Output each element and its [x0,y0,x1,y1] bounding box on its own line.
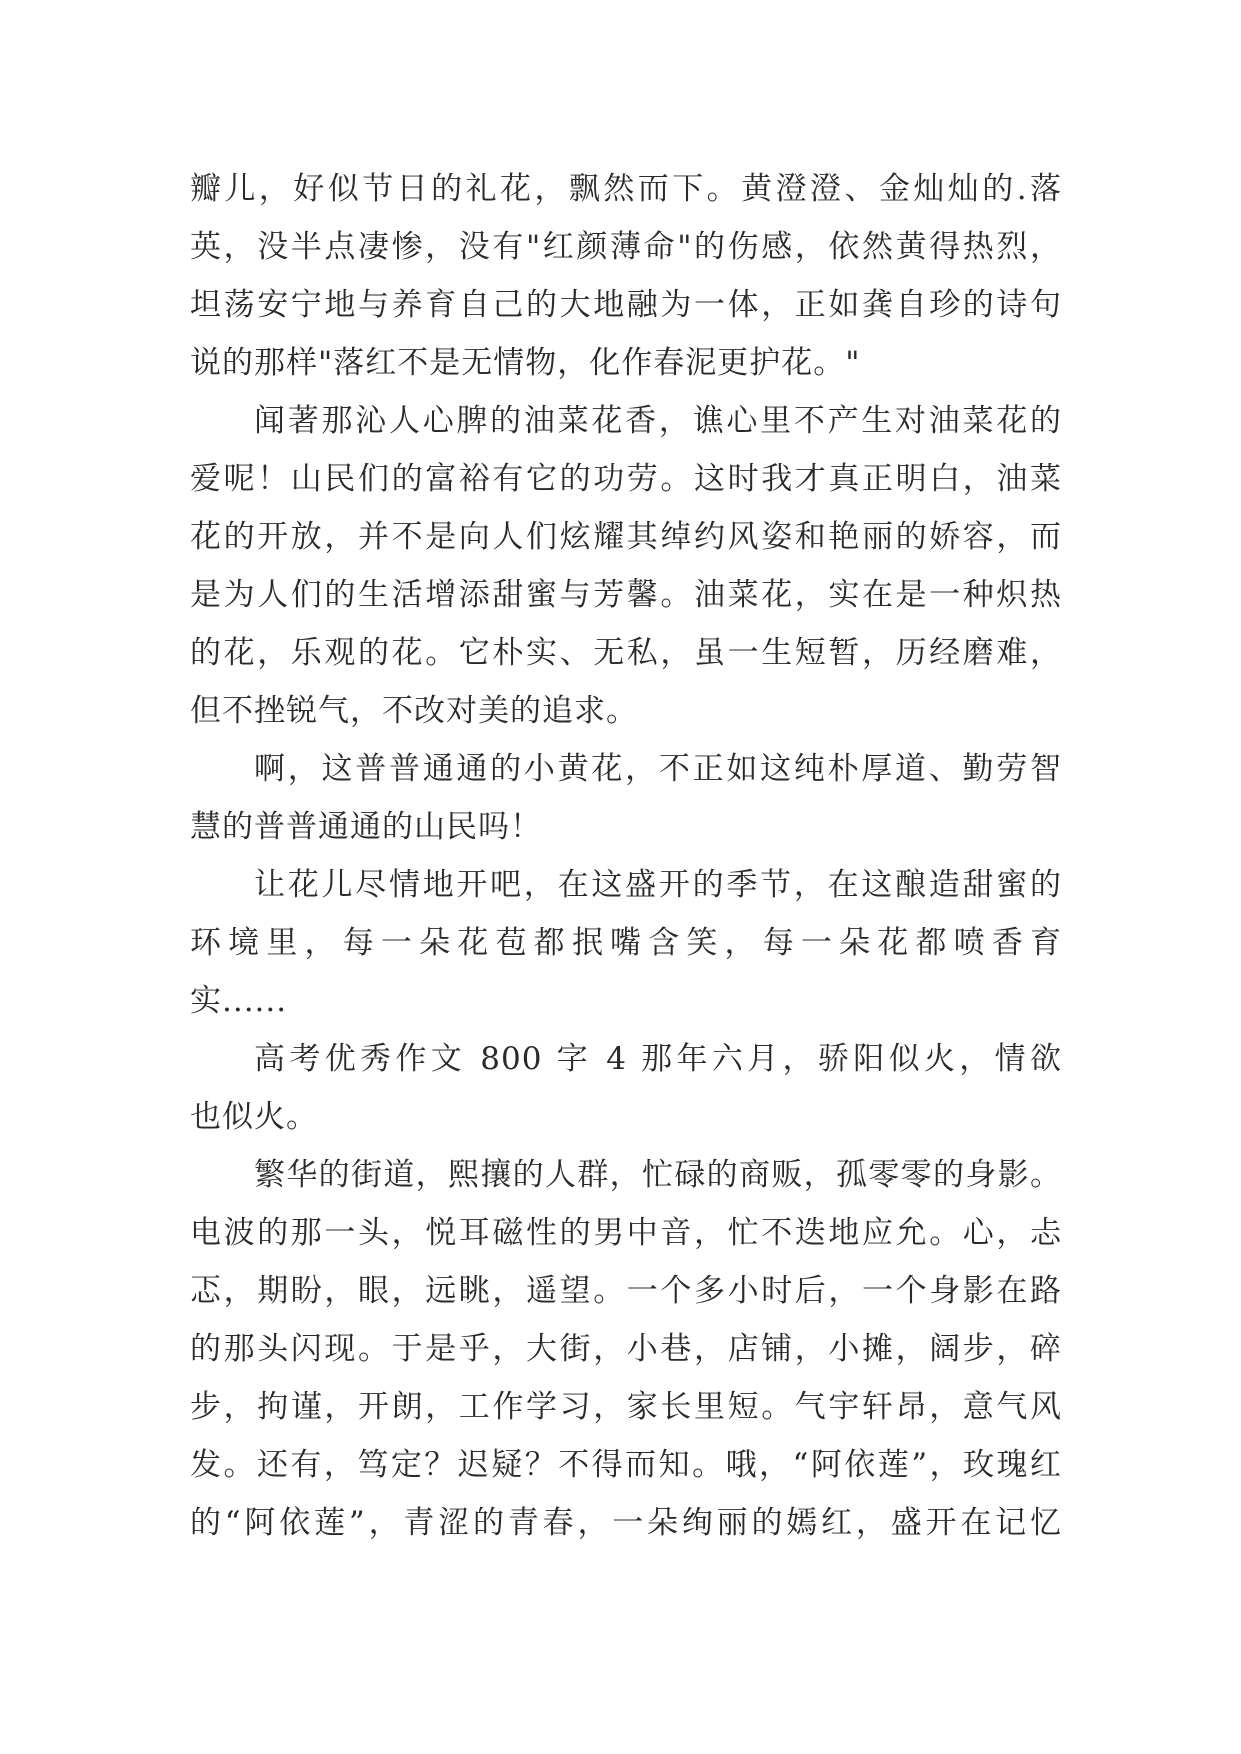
text-line: 发。还有，笃定？迟疑？不得而知。哦，“阿依莲”，玫瑰红 [190,1447,1062,1483]
document-body-text [190,160,1062,1552]
text-line: 花的开放，并不是向人们炫耀其绰约风姿和艳丽的娇容，而 [190,519,1062,555]
text-line: 说的那样"落红不是无情物，化作春泥更护花。" [190,345,861,381]
text-line: 是为人们的生活增添甜蜜与芳馨。油菜花，实在是一种炽热 [190,577,1062,613]
text-line: 慧的普普通通的山民吗！ [190,809,542,845]
text-line: 闻著那沁人心脾的油菜花香，谯心里不产生对油菜花的 [254,403,1062,439]
text-line: 也似火。 [190,1099,318,1135]
text-line: 的“阿依莲”，青涩的青春，一朵绚丽的嫣红，盛开在记忆 [190,1505,1062,1541]
text-line: 但不挫锐气，不改对美的追求。 [190,693,638,729]
text-line: 坦荡安宁地与养育自己的大地融为一体，正如龚自珍的诗句 [190,287,1062,323]
text-line: 实...... [190,983,288,1019]
text-line: 环境里，每一朵花苞都抿嘴含笑，每一朵花都喷香育 [190,925,1062,961]
text-line: 的花，乐观的花。它朴实、无私，虽一生短暂，历经磨难， [190,635,1062,671]
text-line: 让花儿尽情地开吧，在这盛开的季节，在这酿造甜蜜的 [254,867,1062,903]
text-line: 啊，这普普通通的小黄花，不正如这纯朴厚道、勤劳智 [254,751,1062,787]
text-line: 繁华的街道，熙攘的人群，忙碌的商贩，孤零零的身影。 [254,1157,1062,1193]
text-line: 电波的那一头，悦耳磁性的男中音，忙不迭地应允。心，忐 [190,1215,1062,1251]
text-line: 忑，期盼，眼，远眺，遥望。一个多小时后，一个身影在路 [190,1273,1062,1309]
text-line: 英，没半点凄惨，没有"红颜薄命"的伤感，依然黄得热烈， [190,229,1062,265]
text-line: 步，拘谨，开朗，工作学习，家长里短。气宇轩昂，意气风 [190,1389,1062,1425]
text-line: 的那头闪现。于是乎，大街，小巷，店铺，小摊，阔步，碎 [190,1331,1062,1367]
text-line: 高考优秀作文 800 字 4 那年六月，骄阳似火，情欲 [254,1041,1062,1077]
text-line: 爱呢！山民们的富裕有它的功劳。这时我才真正明白，油菜 [190,461,1062,497]
text-line: 瓣儿，好似节日的礼花，飘然而下。黄澄澄、金灿灿的.落 [190,171,1062,207]
